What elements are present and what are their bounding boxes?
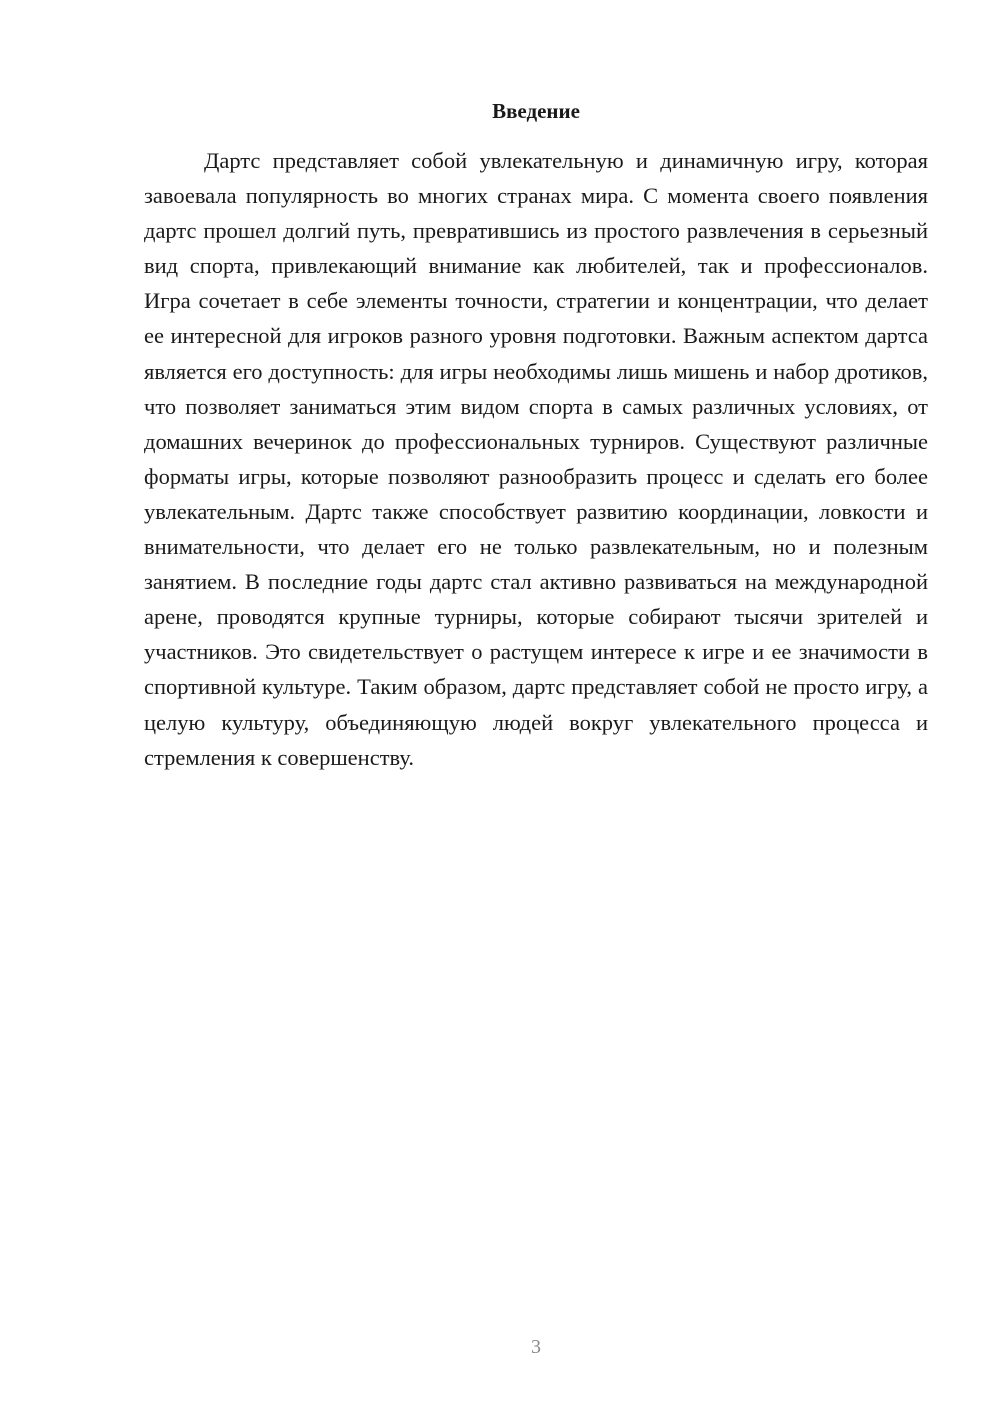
- section-title: Введение: [492, 99, 580, 123]
- page-number: 3: [531, 1336, 541, 1358]
- body-paragraph: Дартс представляет собой увлекательную и динамичную игру, которая завоевала популярность во многих странах мира. С момента своего появления дартс прошел долгий путь, превратившись из простого развлечения в серьезный вид спорта, привлекающий внимание как любителей, так и профессионалов. Игра сочетает в себе элементы точности, стратегии и концентрации, что делает ее интересной для игроков разного уровня подготовки. Важным аспектом дартса является его доступность: для игры необходимы лишь мишень и набор дротиков, что позволяет заниматься этим видом спорта в самых различных условиях, от домашних вечеринок до профессиональных турниров. Существуют различные форматы игры, которые позволяют разнообразить процесс и сделать его более увлекательным. Дартс также способствует развитию координации, ловкости и внимательности, что делает его не только развлекательным, но и полезным занятием. В последние годы дартс стал активно развиваться на международной арене, проводятся крупные турниры, которые собирают тысячи зрителей и участников. Это свидетельствует о растущем интересе к игре и ее значимости в спортивной культуре. Таким образом, дартс представляет собой не просто игру, а целую культуру, объединяющую людей вокруг увлекательного процесса и стремления к совершенству.: [144, 148, 928, 770]
